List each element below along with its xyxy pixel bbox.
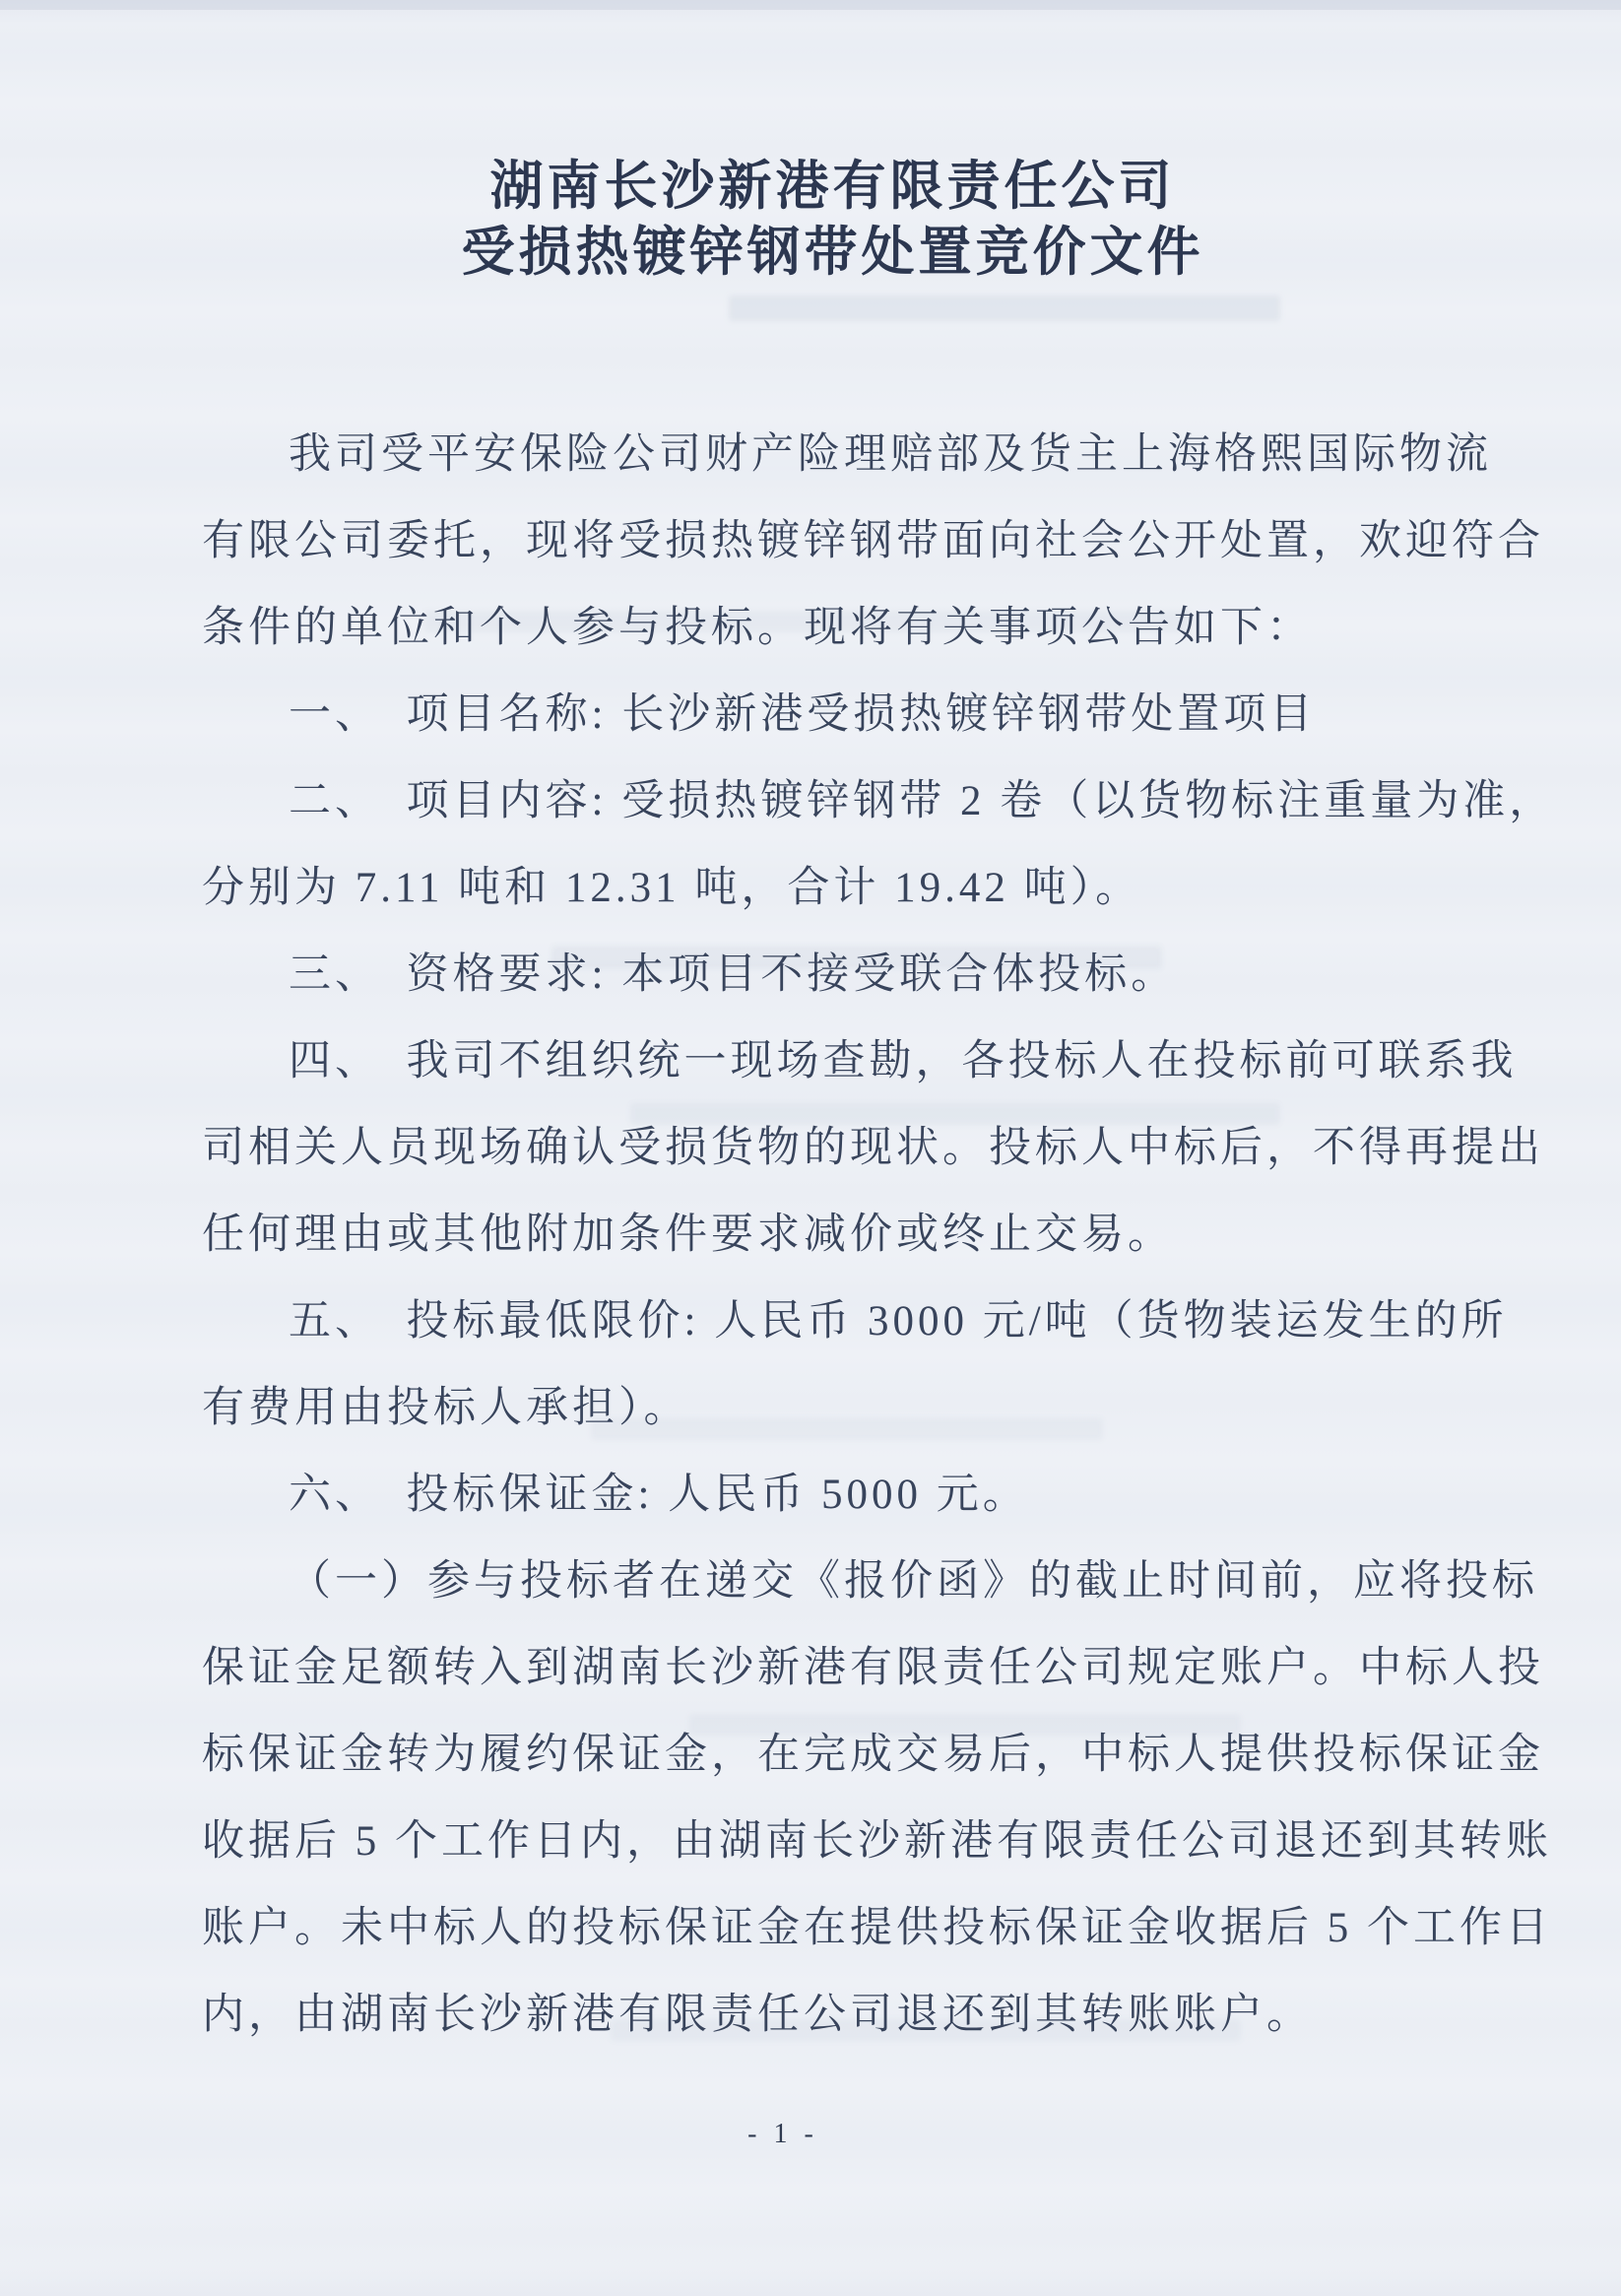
text-line: 六、 投标保证金: 人民币 5000 元。 [289, 1472, 1029, 1518]
text-line: 二、 项目内容: 受损热镀锌钢带 2 卷（以货物标注重量为准， [289, 778, 1556, 824]
document-title-line2: 受损热镀锌钢带处置竞价文件 [461, 223, 1204, 282]
page-number: - 1 - [747, 2119, 818, 2149]
text-line: 收据后 5 个工作日内，由湖南长沙新港有限责任公司退还到其转账 [202, 1818, 1552, 1865]
text-line: 五、 投标最低限价: 人民币 3000 元/吨（货物装运发生的所 [289, 1298, 1508, 1345]
document-title [202, 0, 1463, 286]
text-line: 标保证金转为履约保证金，在完成交易后，中标人提供投标保证金 [202, 1732, 1544, 1778]
text-line: 四、 我司不组织统一现场查勘，各投标人在投标前可联系我 [289, 1038, 1518, 1084]
text-line: 我司受平安保险公司财产险理赔部及货主上海格熙国际物流 [289, 431, 1492, 478]
text-line: 内，由湖南长沙新港有限责任公司退还到其转账账户。 [202, 1992, 1313, 2038]
text-line: 保证金足额转入到湖南长沙新港有限责任公司规定账户。中标人投 [202, 1645, 1544, 1691]
text-line: 一、 项目名称: 长沙新港受损热镀锌钢带处置项目 [289, 691, 1317, 738]
text-line: 分别为 7.11 吨和 12.31 吨，合计 19.42 吨）。 [202, 865, 1142, 911]
text-line: 账户。未中标人的投标保证金在提供投标保证金收据后 5 个工作日 [202, 1905, 1552, 1951]
document-body [202, 412, 1556, 2059]
document-title-line1: 湖南长沙新港有限责任公司 [489, 157, 1176, 216]
text-line: （一）参与投标者在递交《报价函》的截止时间前，应将投标 [289, 1558, 1538, 1605]
text-line: 任何理由或其他附加条件要求减价或终止交易。 [202, 1212, 1174, 1258]
text-line: 三、 资格要求: 本项目不接受联合体投标。 [289, 951, 1178, 998]
text-line: 有限公司委托，现将受损热镀锌钢带面向社会公开处置，欢迎符合 [202, 518, 1544, 564]
text-line: 有费用由投标人承担）。 [202, 1385, 690, 1431]
text-line: 条件的单位和个人参与投标。现将有关事项公告如下： [202, 605, 1313, 651]
text-line: 司相关人员现场确认受损货物的现状。投标人中标后，不得再提出 [202, 1125, 1544, 1171]
